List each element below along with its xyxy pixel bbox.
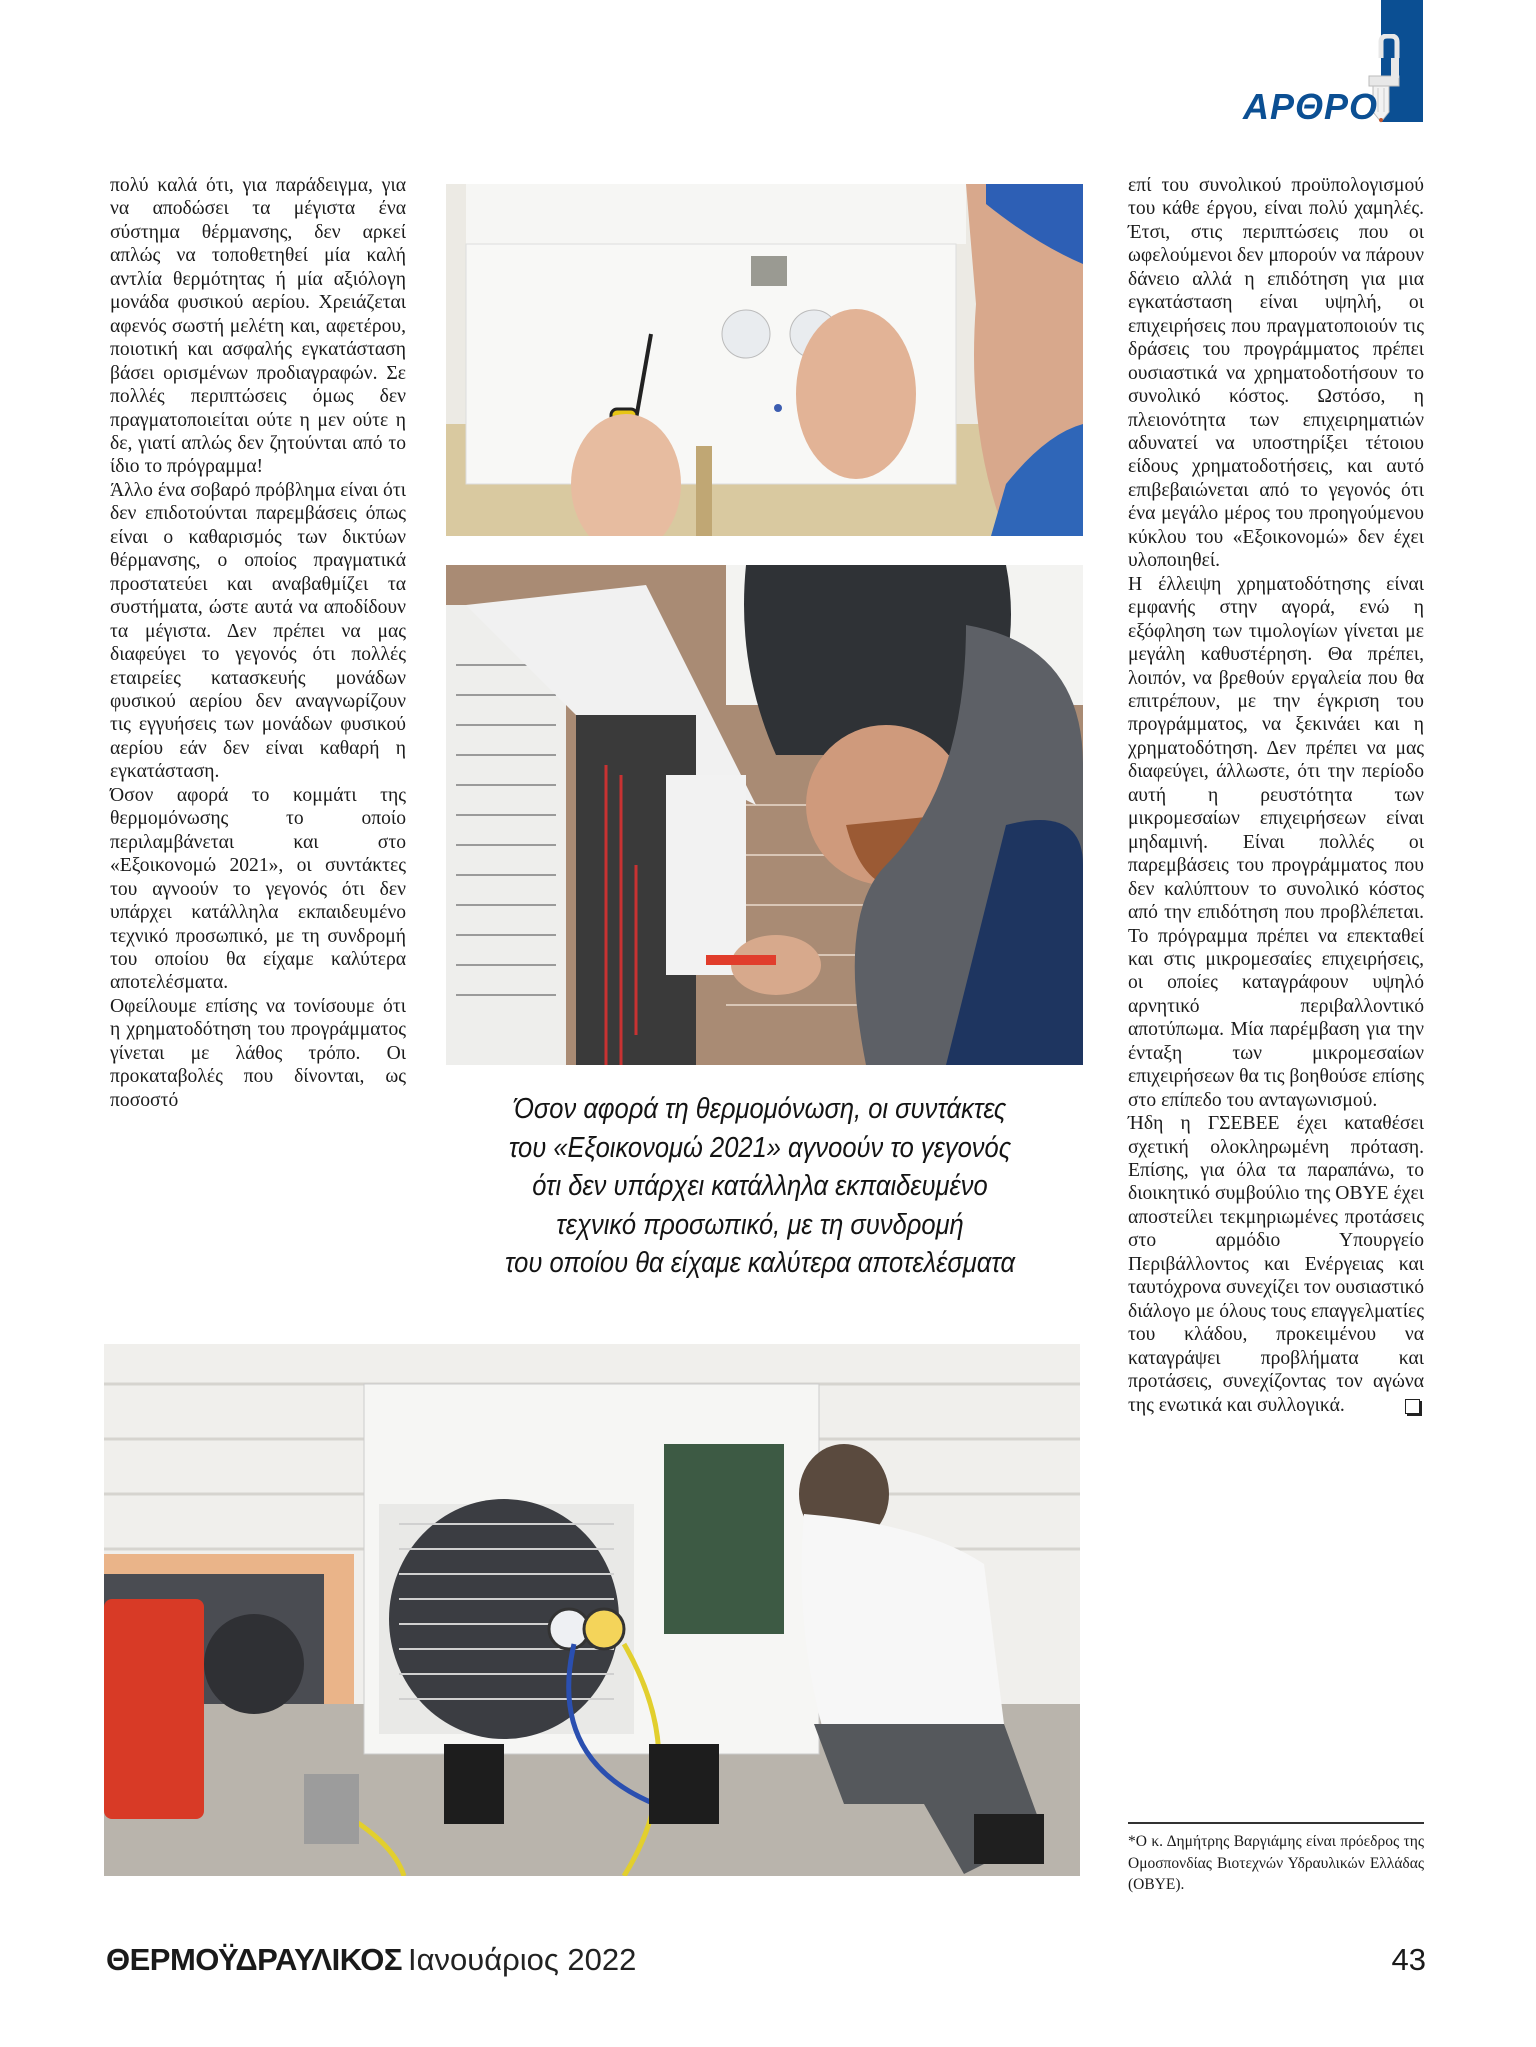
pull-quote-line: τεχνικό προσωπικό, με τη συνδρομή — [556, 1208, 964, 1241]
pull-quote-line: του οποίου θα είχαμε καλύτερα αποτελέσματα — [504, 1247, 1016, 1279]
footnote-divider — [1128, 1822, 1424, 1824]
magazine-name: ΘΕΡΜΟΫΔΡΑΥΛΙΚΟΣ — [106, 1942, 402, 1977]
page-number: 43 — [1391, 1942, 1426, 1977]
pull-quote-line: του «Εξοικονομώ 2021» αγνοούν το γεγονός — [508, 1131, 1012, 1164]
section-label: ΑΡΘΡΟ — [1243, 86, 1379, 127]
pull-quote — [461, 1090, 1059, 1283]
paragraph: Η έλλειψη χρηματοδότησης είναι εμφανής στην αγορά, ενώ η εξόφληση των τιμολογίων γίνεται με μεγάλη καθυστέρηση. Θα πρέπει, λοιπόν, να βρεθούν εργαλεία που θα επιτρέπουν, με την έγκριση του προγράμματος, να ξεκινάει και η χρηματοδότηση. Δεν πρέπει να μας διαφεύγει, άλλωστε, ότι την περίοδο αυτή η ρευστότητα των μικρομεσαίων επιχειρήσεων είναι μηδαμινή. Είναι πολλές οι παρεμβάσεις του προγράμματος που δεν καλύπτουν το συνολικό κόστος από την επιδότηση που προβλέπεται. Το πρόγραμμα πρέπει να επεκταθεί και στις μικρομεσαίες επιχειρήσεις, οι οποίες καταγράφουν υψηλό αρνητικό περιβαλλοντικό αποτύπωμα. Μία παρέμβαση για την ένταξη των μικρομεσαίων επιχειρήσεων θα τις βοηθούσε επίσης στο επίπεδο του ανταγωνισμού. — [1128, 573, 1424, 1111]
paragraph: Άλλο ένα σοβαρό πρόβλημα είναι ότι δεν επιδοτούνται παρεμβάσεις όπως είναι ο καθαρισμός των δικτύων θέρμανσης, ο οποίος πραγματικά προστατεύει και αναβαθμίζει τα συστήματα, ώστε αυτά να αποδίδουν τα μέγιστα. Δεν πρέπει να μας διαφεύγει το γεγονός ότι πολλές εταιρείες κατασκευής μονάδων φυσικού αερίου δεν αναγνωρίζουν τις εγγυήσεις των μονάδων φυσικού αερίου εάν δεν είναι καθαρή η εγκατάσταση. — [110, 479, 406, 783]
paragraph: πολύ καλά ότι, για παράδειγμα, για να αποδώσει τα μέγιστα ένα σύστημα θέρμανσης, δεν αρκεί απλώς να τοποθετηθεί μία καλή αντλία θερμότητας ή μία αξιόλογη μονάδα φυσικού αερίου. Χρειάζεται αφενός σωστή μελέτη και, αφετέρου, ποιοτική και ασφαλής εγκατάσταση βάσει ορισμένων προδιαγραφών. Σε πολλές περιπτώσεις όμως δεν πραγματοποιείται ούτε η μεν ούτε η δε, γιατί απλώς δεν ζητούνται από το ίδιο το πρόγραμμα! — [110, 175, 406, 478]
paragraph: Οφείλουμε επίσης να τονίσουμε ότι η χρηματοδότηση του προγράμματος γίνεται με λάθος τρόπο. Οι προκαταβολές που δίνονται, ως ποσοστό — [110, 995, 406, 1111]
paragraph: Ήδη η ΓΣΕΒΕΕ έχει καταθέσει σχετική ολοκληρωμένη πρόταση. Επίσης, για όλα τα παραπάνω, το διοικητικό συμβούλιο της ΟΒΥΕ έχει αποστείλει τεκμηριωμένες προτάσεις στο αρμόδιο Υπουργείο Περιβάλλοντος και Ενέργειας και ταυτόχρονα συνεχίζει τον ουσιαστικό διάλογο με όλους τους επαγγελματίες του κλάδου, προκειμένου να καταγράψει προβλήματα και προτάσεις, συνεχίζοντας τον αγώνα της ενωτικά και συλλογικά. — [1128, 1113, 1424, 1416]
photo-heat-pump-wiring — [446, 565, 1083, 1065]
pull-quote-line: Όσον αφορά τη θερμομόνωση, οι συντάκτες — [513, 1093, 1007, 1125]
article-column-right — [1128, 174, 1424, 1417]
paragraph: επί του συνολικού προϋπολογισμού του κάθε έργου, είναι πολύ χαμηλές. Έτσι, στις περιπτώσεις που οι ωφελούμενοι δεν μπορούν να πάρουν δάνειο αλλά η επιδότηση για μια εγκατάσταση είναι υψηλή, οι επιχειρήσεις που πραγματοποιούν τις δράσεις του προγράμματος πρέπει ουσιαστικά να χρηματοδοτήσουν το συνολικό κόστος. Ωστόσο, η πλειονότητα των επιχειρηματιών αδυνατεί να υποστηρίξει τέτοιου είδους χρηματοδοτήσεις, και αυτό επιβεβαιώνεται από το γεγονός ότι ένα μεγάλο μέρος του προηγούμενου κύκλου του «Εξοικονομώ» δεν έχει υλοποιηθεί. — [1128, 175, 1424, 572]
photo-boiler-adjustment — [446, 184, 1083, 536]
pull-quote-line: ότι δεν υπάρχει κατάλληλα εκπαιδευμένο — [532, 1170, 988, 1202]
article-column-left — [110, 174, 406, 1112]
paragraph: Όσον αφορά το κομμάτι της θερμομόνωσης το οποίο περιλαμβάνεται και στο «Εξοικονομώ 2021», οι συντάκτες του αγνοούν το γεγονός ότι δεν υπάρχει κατάλληλα εκπαιδευμένο τεχνικό προσωπικό, με τη συνδρομή του οποίου θα είχαμε καλύτερα αποτελέσματα. — [110, 784, 406, 994]
page-footer — [106, 1942, 1426, 1982]
section-tab — [1381, 0, 1423, 122]
issue-date: Ιανουάριος 2022 — [407, 1942, 637, 1977]
author-footnote: *Ο κ. Δημήτρης Βαργιάμης είναι πρόεδρος της Ομοσπονδίας Βιοτεχνών Υδραυλικών Ελλάδας (ΟΒΥΕ). — [1128, 1833, 1424, 1893]
end-of-article-box-icon — [1405, 1399, 1420, 1414]
photo-heat-pump-installation — [104, 1344, 1080, 1876]
